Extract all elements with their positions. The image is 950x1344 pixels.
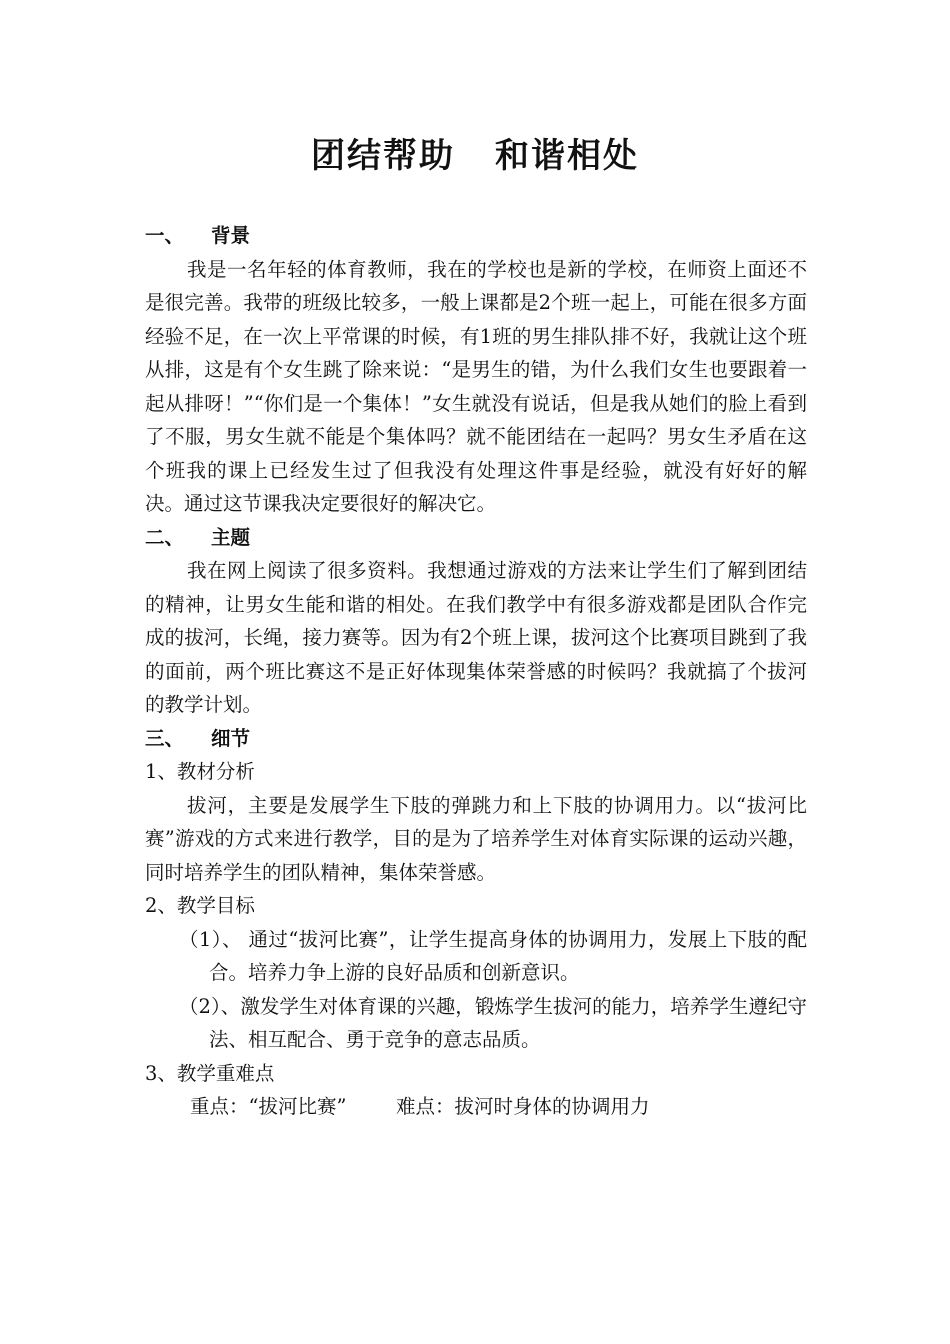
subheading-teaching-goals: 2、教学目标 bbox=[145, 894, 255, 917]
teaching-goal-2: （2）、激发学生对体育课的兴趣，锻炼学生拔河的能力，培养学生遵纪守法、相互配合、勇于竞争的意志品质。 bbox=[179, 994, 807, 1051]
section-heading-details: 三、 细节 bbox=[145, 726, 251, 750]
key-points-line bbox=[145, 1090, 807, 1124]
teaching-goal-1: （1）、 通过“拔河比赛”，让学生提高身体的协调用力，发展上下肢的配合。培养力争上游的良好品质和创新意识。 bbox=[179, 927, 807, 984]
subheading-material-analysis: 1、教材分析 bbox=[145, 760, 255, 783]
document-body bbox=[145, 219, 807, 1124]
subheading-key-points: 3、教学重难点 bbox=[145, 1061, 275, 1085]
difficult-point: 难点：拔河时身体的协调用力 bbox=[396, 1095, 650, 1118]
theme-paragraph: 我在网上阅读了很多资料。我想通过游戏的方法来让学生们了解到团结的精神，让男女生能和谐的相处。在我们教学中有很多游戏都是团队合作完成的拔河，长绳，接力赛等。因为有2个班上课，拔河这个比赛项目跳到了我的面前，两个班比赛这不是正好体现集体荣誉感的时候吗？我就搞了个拔河的教学计划。 bbox=[145, 559, 807, 716]
title-part-1: 团结帮助 bbox=[311, 136, 455, 176]
document-title bbox=[0, 128, 950, 177]
material-analysis-paragraph: 拔河，主要是发展学生下肢的弹跳力和上下肢的协调用力。以“拔河比赛”游戏的方式来进行教学，目的是为了培养学生对体育实际课的运动兴趣，同时培养学生的团队精神，集体荣誉感。 bbox=[145, 793, 807, 884]
section-heading-theme: 二、 主题 bbox=[145, 525, 251, 549]
key-point: 重点：“拔河比赛” bbox=[190, 1095, 347, 1118]
title-part-2: 和谐相处 bbox=[495, 136, 639, 176]
section-heading-background: 一、 背景 bbox=[145, 224, 251, 247]
background-paragraph: 我是一名年轻的体育教师，我在的学校也是新的学校，在师资上面还不是很完善。我带的班级比较多，一般上课都是2个班一起上，可能在很多方面经验不足，在一次上平常课的时候，有1班的男生排队排不好，我就让这个班从排，这是有个女生跳了除来说：“是男生的错，为什么我们女生也要跟着一起从排呀！”“你们是一个集体！”女生就没有说话，但是我从她们的脸上看到了不服，男女生就不能是个集体吗？就不能团结在一起吗？男女生矛盾在这个班我的课上已经发生过了但我没有处理这件事是经验，就没有好好的解决。通过这节课我决定要很好的解决它。 bbox=[145, 257, 807, 515]
